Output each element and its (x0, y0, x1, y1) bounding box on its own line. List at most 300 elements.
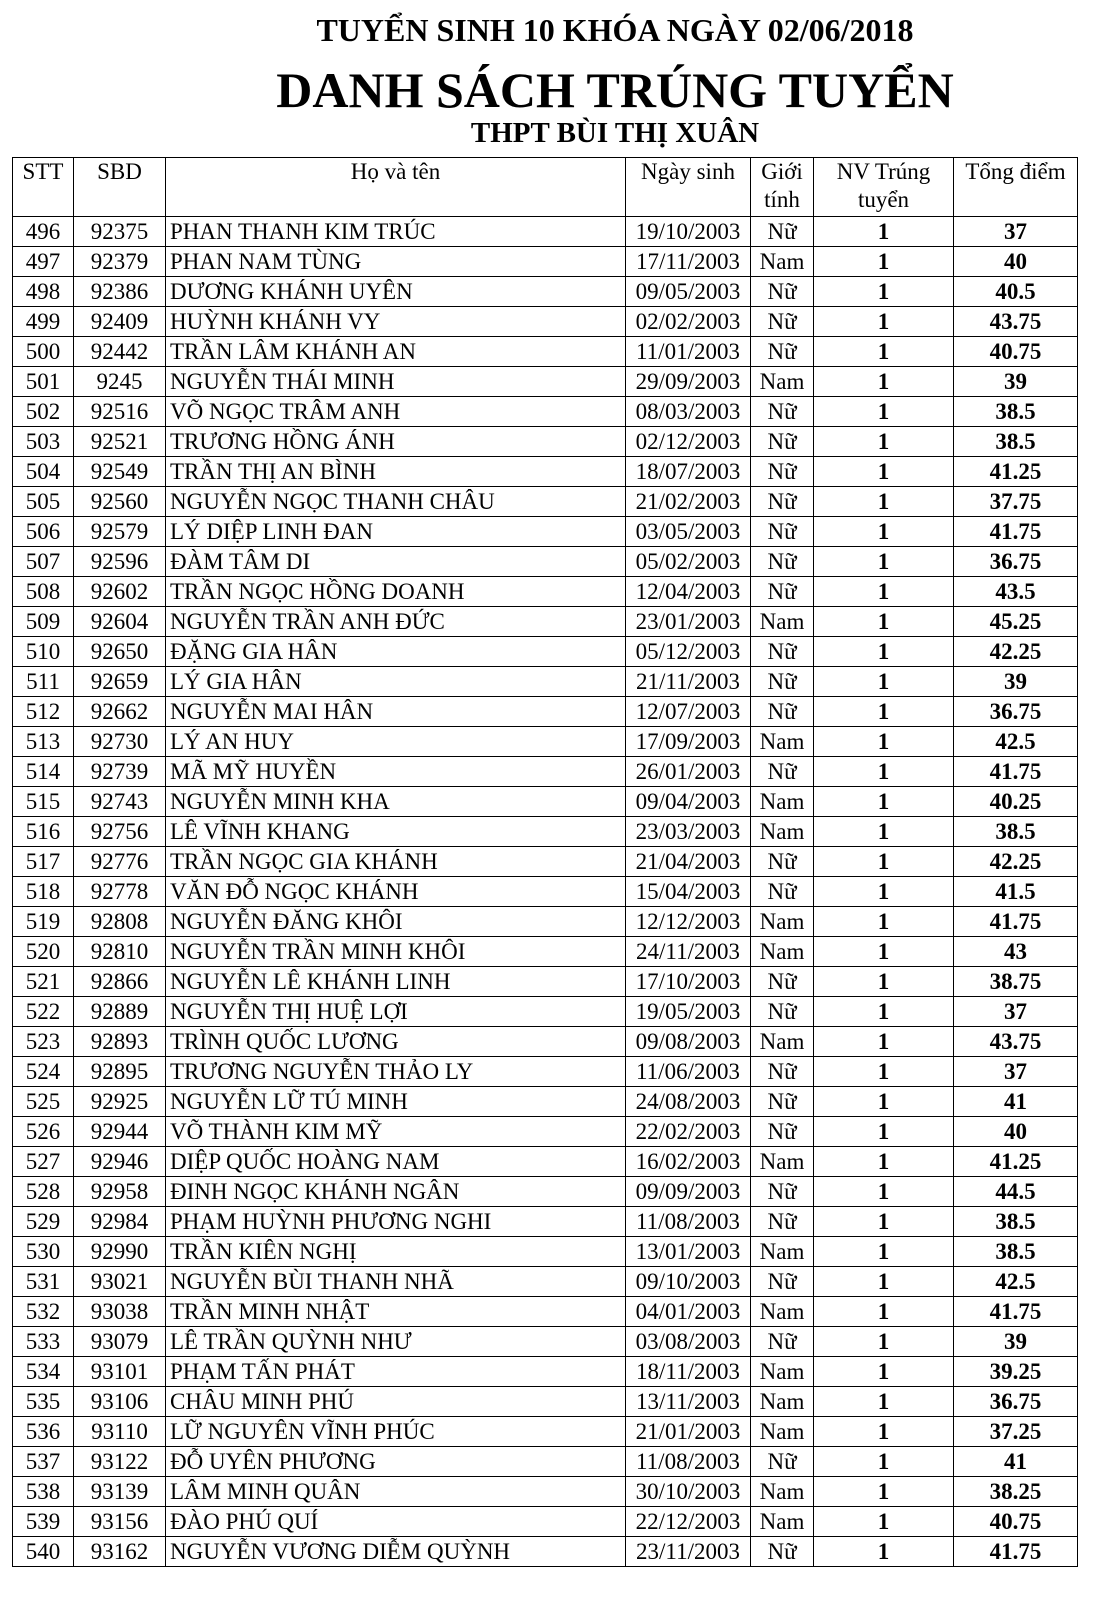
gender-cell: Nữ (751, 487, 814, 517)
table-row (13, 1507, 1078, 1537)
gender-cell: Nam (751, 1477, 814, 1507)
name-cell: NGUYỄN THÁI MINH (166, 367, 626, 397)
table-row (13, 457, 1078, 487)
dob-cell: 17/09/2003 (626, 727, 751, 757)
sbd-cell: 92386 (74, 277, 166, 307)
table-row (13, 517, 1078, 547)
table-row (13, 1147, 1078, 1177)
dob-cell: 09/05/2003 (626, 277, 751, 307)
gender-cell: Nam (751, 1417, 814, 1447)
gender-cell: Nam (751, 787, 814, 817)
gender-cell: Nam (751, 907, 814, 937)
table-row (13, 787, 1078, 817)
dob-cell: 23/01/2003 (626, 607, 751, 637)
stt-cell: 505 (13, 487, 74, 517)
sbd-cell: 92984 (74, 1207, 166, 1237)
nv-cell: 1 (814, 487, 954, 517)
score-cell: 37 (954, 997, 1078, 1027)
gender-cell: Nam (751, 1237, 814, 1267)
nv-cell: 1 (814, 1537, 954, 1567)
table-row (13, 1117, 1078, 1147)
score-cell: 38.75 (954, 967, 1078, 997)
table-row (13, 307, 1078, 337)
score-cell: 43 (954, 937, 1078, 967)
dob-cell: 11/06/2003 (626, 1057, 751, 1087)
nv-cell: 1 (814, 757, 954, 787)
sbd-cell: 92739 (74, 757, 166, 787)
nv-cell: 1 (814, 787, 954, 817)
sbd-cell: 92810 (74, 937, 166, 967)
score-cell: 41.25 (954, 457, 1078, 487)
stt-cell: 540 (13, 1537, 74, 1567)
score-cell: 42.25 (954, 637, 1078, 667)
dob-cell: 21/01/2003 (626, 1417, 751, 1447)
score-cell: 41 (954, 1087, 1078, 1117)
stt-cell: 514 (13, 757, 74, 787)
dob-cell: 09/04/2003 (626, 787, 751, 817)
gender-cell: Nữ (751, 1057, 814, 1087)
exam-title: TUYỂN SINH 10 KHÓA NGÀY 02/06/2018 (316, 12, 914, 48)
score-cell: 36.75 (954, 547, 1078, 577)
table-row (13, 217, 1078, 247)
stt-cell: 533 (13, 1327, 74, 1357)
stt-cell: 538 (13, 1477, 74, 1507)
dob-cell: 11/08/2003 (626, 1447, 751, 1477)
nv-cell: 1 (814, 1177, 954, 1207)
stt-cell: 498 (13, 277, 74, 307)
score-cell: 42.5 (954, 727, 1078, 757)
name-cell: LÊ TRẦN QUỲNH NHƯ (166, 1327, 626, 1357)
stt-cell: 500 (13, 337, 74, 367)
table-row (13, 1207, 1078, 1237)
name-cell: NGUYỄN TRẦN ANH ĐỨC (166, 607, 626, 637)
gender-cell: Nữ (751, 997, 814, 1027)
sbd-cell: 93139 (74, 1477, 166, 1507)
score-cell: 37 (954, 1057, 1078, 1087)
col-header-nv-line2: tuyển (857, 187, 910, 212)
name-cell: NGUYỄN MAI HÂN (166, 697, 626, 727)
name-cell: LỮ NGUYÊN VĨNH PHÚC (166, 1417, 626, 1447)
stt-cell: 523 (13, 1027, 74, 1057)
table-row (13, 547, 1078, 577)
table-row (13, 277, 1078, 307)
nv-cell: 1 (814, 877, 954, 907)
gender-cell: Nữ (751, 757, 814, 787)
score-cell: 39 (954, 367, 1078, 397)
sbd-cell: 92778 (74, 877, 166, 907)
dob-cell: 13/01/2003 (626, 1237, 751, 1267)
score-cell: 42.5 (954, 1267, 1078, 1297)
dob-cell: 02/02/2003 (626, 307, 751, 337)
dob-cell: 17/11/2003 (626, 247, 751, 277)
score-cell: 39 (954, 1327, 1078, 1357)
score-cell: 41.75 (954, 907, 1078, 937)
score-cell: 36.75 (954, 1387, 1078, 1417)
table-row (13, 727, 1078, 757)
name-cell: NGUYỄN THỊ HUỆ LỢI (166, 997, 626, 1027)
dob-cell: 30/10/2003 (626, 1477, 751, 1507)
sbd-cell: 93079 (74, 1327, 166, 1357)
table-row (13, 637, 1078, 667)
table-row (13, 1417, 1078, 1447)
name-cell: NGUYỄN NGỌC THANH CHÂU (166, 487, 626, 517)
score-cell: 44.5 (954, 1177, 1078, 1207)
stt-cell: 503 (13, 427, 74, 457)
sbd-cell: 92604 (74, 607, 166, 637)
nv-cell: 1 (814, 427, 954, 457)
gender-cell: Nữ (751, 217, 814, 247)
sbd-cell: 92596 (74, 547, 166, 577)
stt-cell: 512 (13, 697, 74, 727)
table-row (13, 1327, 1078, 1357)
score-cell: 41.5 (954, 877, 1078, 907)
gender-cell: Nữ (751, 277, 814, 307)
stt-cell: 521 (13, 967, 74, 997)
stt-cell: 535 (13, 1387, 74, 1417)
gender-cell: Nữ (751, 1537, 814, 1567)
sbd-cell: 92730 (74, 727, 166, 757)
dob-cell: 23/11/2003 (626, 1537, 751, 1567)
gender-cell: Nữ (751, 1267, 814, 1297)
nv-cell: 1 (814, 247, 954, 277)
name-cell: CHÂU MINH PHÚ (166, 1387, 626, 1417)
name-cell: LÝ GIA HÂN (166, 667, 626, 697)
nv-cell: 1 (814, 1267, 954, 1297)
page-title: DANH SÁCH TRÚNG TUYỂN (276, 62, 954, 118)
dob-cell: 17/10/2003 (626, 967, 751, 997)
name-cell: NGUYỄN ĐĂNG KHÔI (166, 907, 626, 937)
table-row (13, 1237, 1078, 1267)
stt-cell: 515 (13, 787, 74, 817)
name-cell: ĐÀO PHÚ QUÍ (166, 1507, 626, 1537)
score-cell: 39.25 (954, 1357, 1078, 1387)
dob-cell: 22/02/2003 (626, 1117, 751, 1147)
stt-cell: 539 (13, 1507, 74, 1537)
score-cell: 41.75 (954, 757, 1078, 787)
table-row (13, 607, 1078, 637)
dob-cell: 03/08/2003 (626, 1327, 751, 1357)
nv-cell: 1 (814, 577, 954, 607)
score-cell: 38.25 (954, 1477, 1078, 1507)
stt-cell: 511 (13, 667, 74, 697)
gender-cell: Nữ (751, 1327, 814, 1357)
stt-cell: 507 (13, 547, 74, 577)
nv-cell: 1 (814, 1057, 954, 1087)
dob-cell: 24/08/2003 (626, 1087, 751, 1117)
gender-cell: Nữ (751, 1177, 814, 1207)
table-row (13, 1087, 1078, 1117)
dob-cell: 29/09/2003 (626, 367, 751, 397)
dob-cell: 24/11/2003 (626, 937, 751, 967)
nv-cell: 1 (814, 1117, 954, 1147)
stt-cell: 528 (13, 1177, 74, 1207)
table-row (13, 907, 1078, 937)
gender-cell: Nam (751, 1147, 814, 1177)
nv-cell: 1 (814, 1447, 954, 1477)
nv-cell: 1 (814, 607, 954, 637)
nv-cell: 1 (814, 217, 954, 247)
name-cell: NGUYỄN LÊ KHÁNH LINH (166, 967, 626, 997)
score-cell: 45.25 (954, 607, 1078, 637)
sbd-cell: 92925 (74, 1087, 166, 1117)
table-row (13, 247, 1078, 277)
score-cell: 43.75 (954, 1027, 1078, 1057)
dob-cell: 16/02/2003 (626, 1147, 751, 1177)
name-cell: TRẦN KIÊN NGHỊ (166, 1237, 626, 1267)
score-cell: 37.75 (954, 487, 1078, 517)
gender-cell: Nam (751, 1357, 814, 1387)
name-cell: VÕ THÀNH KIM MỸ (166, 1117, 626, 1147)
gender-cell: Nam (751, 727, 814, 757)
stt-cell: 496 (13, 217, 74, 247)
nv-cell: 1 (814, 277, 954, 307)
dob-cell: 23/03/2003 (626, 817, 751, 847)
nv-cell: 1 (814, 397, 954, 427)
name-cell: TRẦN NGỌC GIA KHÁNH (166, 847, 626, 877)
table-row (13, 1057, 1078, 1087)
sbd-cell: 92990 (74, 1237, 166, 1267)
dob-cell: 11/08/2003 (626, 1207, 751, 1237)
nv-cell: 1 (814, 1297, 954, 1327)
nv-cell: 1 (814, 847, 954, 877)
name-cell: PHAN NAM TÙNG (166, 247, 626, 277)
col-header-nv-line1: NV Trúng (836, 159, 931, 184)
name-cell: TRÌNH QUỐC LƯƠNG (166, 1027, 626, 1057)
nv-cell: 1 (814, 1477, 954, 1507)
dob-cell: 04/01/2003 (626, 1297, 751, 1327)
score-cell: 42.25 (954, 847, 1078, 877)
score-cell: 40.75 (954, 1507, 1078, 1537)
col-header-name: Họ và tên (166, 158, 626, 217)
col-header-stt: STT (13, 158, 74, 217)
stt-cell: 524 (13, 1057, 74, 1087)
gender-cell: Nữ (751, 457, 814, 487)
col-header-score: Tổng điểm (954, 158, 1078, 217)
col-header-gender-line1: Giới (761, 159, 803, 184)
table-body (13, 217, 1078, 1567)
stt-cell: 534 (13, 1357, 74, 1387)
nv-cell: 1 (814, 1207, 954, 1237)
gender-cell: Nam (751, 1297, 814, 1327)
sbd-cell: 93101 (74, 1357, 166, 1387)
sbd-cell: 92521 (74, 427, 166, 457)
table-row (13, 1447, 1078, 1477)
gender-cell: Nữ (751, 697, 814, 727)
header-row (13, 158, 1078, 217)
stt-cell: 531 (13, 1267, 74, 1297)
name-cell: DIỆP QUỐC HOÀNG NAM (166, 1147, 626, 1177)
stt-cell: 516 (13, 817, 74, 847)
nv-cell: 1 (814, 727, 954, 757)
nv-cell: 1 (814, 1387, 954, 1417)
name-cell: ĐỖ UYÊN PHƯƠNG (166, 1447, 626, 1477)
name-cell: LÝ AN HUY (166, 727, 626, 757)
gender-cell: Nữ (751, 877, 814, 907)
col-header-gender-line2: tính (764, 187, 800, 212)
sbd-cell: 93021 (74, 1267, 166, 1297)
dob-cell: 18/07/2003 (626, 457, 751, 487)
stt-cell: 518 (13, 877, 74, 907)
col-header-sbd: SBD (74, 158, 166, 217)
sbd-cell: 92379 (74, 247, 166, 277)
name-cell: TRƯƠNG HỒNG ÁNH (166, 427, 626, 457)
stt-cell: 530 (13, 1237, 74, 1267)
col-header-gender (751, 158, 814, 217)
dob-cell: 18/11/2003 (626, 1357, 751, 1387)
col-header-nv (814, 158, 954, 217)
gender-cell: Nam (751, 1507, 814, 1537)
stt-cell: 506 (13, 517, 74, 547)
sbd-cell: 92409 (74, 307, 166, 337)
dob-cell: 08/03/2003 (626, 397, 751, 427)
dob-cell: 19/10/2003 (626, 217, 751, 247)
gender-cell: Nữ (751, 1207, 814, 1237)
stt-cell: 519 (13, 907, 74, 937)
nv-cell: 1 (814, 337, 954, 367)
nv-cell: 1 (814, 697, 954, 727)
dob-cell: 09/08/2003 (626, 1027, 751, 1057)
nv-cell: 1 (814, 667, 954, 697)
sbd-cell: 92808 (74, 907, 166, 937)
dob-cell: 05/02/2003 (626, 547, 751, 577)
dob-cell: 11/01/2003 (626, 337, 751, 367)
sbd-cell: 92560 (74, 487, 166, 517)
nv-cell: 1 (814, 937, 954, 967)
sbd-cell: 92893 (74, 1027, 166, 1057)
stt-cell: 527 (13, 1147, 74, 1177)
nv-cell: 1 (814, 1507, 954, 1537)
stt-cell: 520 (13, 937, 74, 967)
nv-cell: 1 (814, 817, 954, 847)
sbd-cell: 92895 (74, 1057, 166, 1087)
stt-cell: 510 (13, 637, 74, 667)
gender-cell: Nam (751, 1387, 814, 1417)
sbd-cell: 92602 (74, 577, 166, 607)
table-row (13, 1267, 1078, 1297)
dob-cell: 09/10/2003 (626, 1267, 751, 1297)
name-cell: TRẦN NGỌC HỒNG DOANH (166, 577, 626, 607)
stt-cell: 501 (13, 367, 74, 397)
school-name: THPT BÙI THỊ XUÂN (470, 117, 760, 149)
table-row (13, 997, 1078, 1027)
score-cell: 40 (954, 1117, 1078, 1147)
sbd-cell: 92442 (74, 337, 166, 367)
name-cell: ĐẶNG GIA HÂN (166, 637, 626, 667)
table-row (13, 1297, 1078, 1327)
score-cell: 38.5 (954, 1237, 1078, 1267)
table-row (13, 817, 1078, 847)
dob-cell: 21/04/2003 (626, 847, 751, 877)
gender-cell: Nam (751, 367, 814, 397)
table-row (13, 967, 1078, 997)
table-row (13, 757, 1078, 787)
score-cell: 43.75 (954, 307, 1078, 337)
nv-cell: 1 (814, 517, 954, 547)
dob-cell: 13/11/2003 (626, 1387, 751, 1417)
score-cell: 40 (954, 247, 1078, 277)
name-cell: PHẠM HUỲNH PHƯƠNG NGHI (166, 1207, 626, 1237)
name-cell: VÕ NGỌC TRÂM ANH (166, 397, 626, 427)
stt-cell: 499 (13, 307, 74, 337)
nv-cell: 1 (814, 1357, 954, 1387)
dob-cell: 02/12/2003 (626, 427, 751, 457)
sbd-cell: 92944 (74, 1117, 166, 1147)
sbd-cell: 92866 (74, 967, 166, 997)
score-cell: 41.25 (954, 1147, 1078, 1177)
gender-cell: Nữ (751, 547, 814, 577)
gender-cell: Nữ (751, 517, 814, 547)
score-cell: 41.75 (954, 1297, 1078, 1327)
gender-cell: Nam (751, 607, 814, 637)
table-row (13, 697, 1078, 727)
nv-cell: 1 (814, 907, 954, 937)
nv-cell: 1 (814, 1027, 954, 1057)
nv-cell: 1 (814, 307, 954, 337)
gender-cell: Nam (751, 937, 814, 967)
sbd-cell: 93122 (74, 1447, 166, 1477)
name-cell: NGUYỄN BÙI THANH NHÃ (166, 1267, 626, 1297)
sbd-cell: 92756 (74, 817, 166, 847)
table-row (13, 667, 1078, 697)
stt-cell: 529 (13, 1207, 74, 1237)
stt-cell: 537 (13, 1447, 74, 1477)
dob-cell: 21/02/2003 (626, 487, 751, 517)
gender-cell: Nữ (751, 847, 814, 877)
dob-cell: 12/04/2003 (626, 577, 751, 607)
score-cell: 37.25 (954, 1417, 1078, 1447)
gender-cell: Nữ (751, 1447, 814, 1477)
name-cell: NGUYỄN MINH KHA (166, 787, 626, 817)
score-cell: 39 (954, 667, 1078, 697)
table-row (13, 337, 1078, 367)
score-cell: 36.75 (954, 697, 1078, 727)
name-cell: LÊ VĨNH KHANG (166, 817, 626, 847)
name-cell: TRẦN LÂM KHÁNH AN (166, 337, 626, 367)
sbd-cell: 92946 (74, 1147, 166, 1177)
sbd-cell: 92549 (74, 457, 166, 487)
gender-cell: Nam (751, 1027, 814, 1057)
table-row (13, 367, 1078, 397)
nv-cell: 1 (814, 1327, 954, 1357)
score-cell: 40.5 (954, 277, 1078, 307)
table-row (13, 1357, 1078, 1387)
stt-cell: 513 (13, 727, 74, 757)
nv-cell: 1 (814, 1087, 954, 1117)
sbd-cell: 9245 (74, 367, 166, 397)
table-row (13, 1477, 1078, 1507)
table-row (13, 427, 1078, 457)
name-cell: PHẠM TẤN PHÁT (166, 1357, 626, 1387)
table-row (13, 487, 1078, 517)
table-row (13, 937, 1078, 967)
sbd-cell: 92579 (74, 517, 166, 547)
name-cell: TRƯƠNG NGUYỄN THẢO LY (166, 1057, 626, 1087)
score-cell: 41.75 (954, 1537, 1078, 1567)
stt-cell: 532 (13, 1297, 74, 1327)
table-row (13, 847, 1078, 877)
score-cell: 40.25 (954, 787, 1078, 817)
col-header-dob: Ngày sinh (626, 158, 751, 217)
name-cell: ĐINH NGỌC KHÁNH NGÂN (166, 1177, 626, 1207)
sbd-cell: 92650 (74, 637, 166, 667)
dob-cell: 09/09/2003 (626, 1177, 751, 1207)
sbd-cell: 93038 (74, 1297, 166, 1327)
table-row (13, 397, 1078, 427)
nv-cell: 1 (814, 1237, 954, 1267)
gender-cell: Nam (751, 247, 814, 277)
name-cell: LÂM MINH QUÂN (166, 1477, 626, 1507)
gender-cell: Nữ (751, 667, 814, 697)
